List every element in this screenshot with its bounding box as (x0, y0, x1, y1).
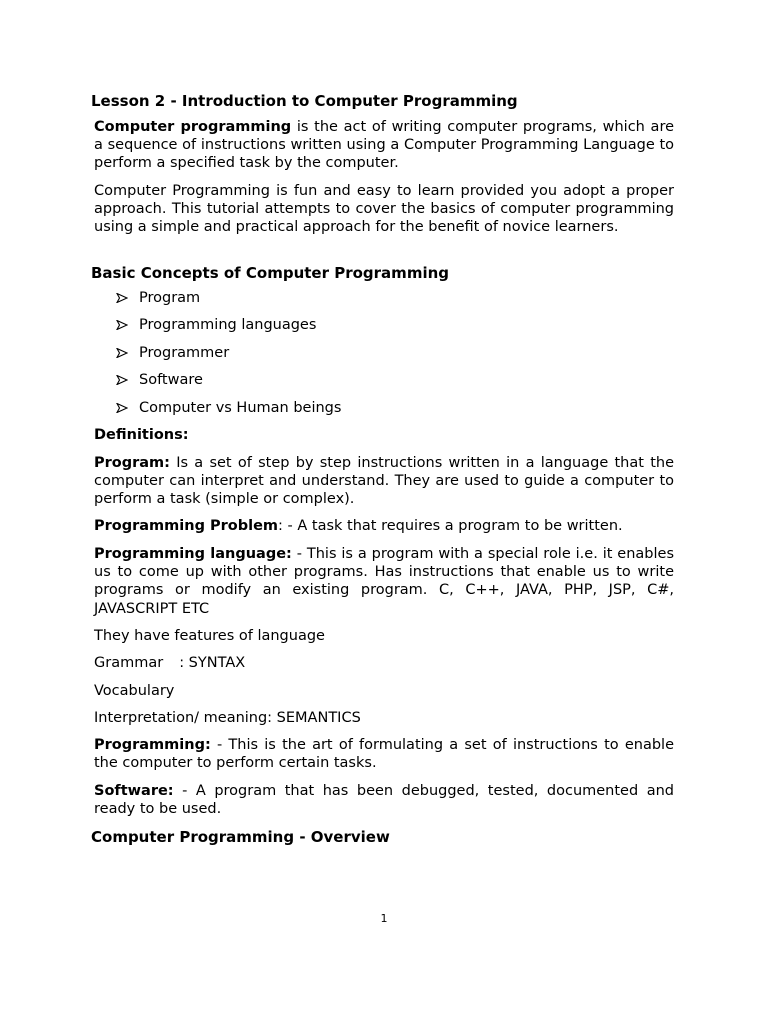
definition-term: Programming Problem (94, 518, 279, 534)
definition-programming-language (94, 545, 674, 618)
intro-term: Computer programming (94, 119, 292, 135)
definition-text: : - A task that requires a program to be written. (278, 518, 623, 534)
definition-term: Programming: (94, 737, 211, 753)
grammar-label: Grammar (94, 655, 164, 671)
page-number: 1 (380, 912, 388, 925)
definition-text: - A program that has been debugged, tested, documented and ready to be used. (94, 783, 674, 818)
overview-heading: Computer Programming - Overview (91, 828, 390, 846)
arrow-bullet-icon (116, 348, 128, 358)
arrow-bullet-icon (116, 293, 128, 303)
grammar-line (94, 654, 245, 672)
concept-item-label: Software (139, 372, 203, 388)
concept-item-label: Program (139, 290, 201, 306)
intro-text: is the act of writing computer programs, which are a sequence of instructions written using a Computer Programming Language to perform a specified task by the computer. (94, 119, 675, 172)
lesson-title: Lesson 2 - Introduction to Computer Programming (91, 92, 518, 110)
definition-program (94, 454, 674, 509)
definition-programming-problem (94, 517, 623, 535)
interpretation-line: Interpretation/ meaning: SEMANTICS (94, 710, 361, 726)
concepts-heading: Basic Concepts of Computer Programming (91, 264, 450, 282)
definition-programming (94, 736, 674, 772)
concept-item-label: Programming languages (139, 317, 317, 333)
arrow-bullet-icon (116, 320, 128, 330)
definition-term: Programming language: (94, 546, 292, 562)
definition-term: Software: (94, 783, 174, 799)
arrow-bullet-icon (116, 375, 128, 385)
intro-paragraph (94, 118, 674, 173)
concept-item-label: Computer vs Human beings (139, 400, 342, 416)
definition-text: - This is the art of formulating a set of instructions to enable the computer to perform certain tasks. (94, 737, 674, 772)
vocabulary-line: Vocabulary (94, 683, 175, 699)
definition-text: Is a set of step by step instructions written in a language that the computer can interpret and understand. They are used to guide a computer to perform a task (simple or complex). (94, 455, 674, 508)
arrow-bullet-icon (116, 403, 128, 413)
intro-paragraph-2: Computer Programming is fun and easy to learn provided you adopt a proper approach. This tutorial attempts to cover the basics of computer programming using a simple and practical approach for the benefit of novice learners. (94, 183, 674, 236)
definition-text: - This is a program with a special role i.e. it enables us to come up with other programs. Has instructions that enable us to write programs or modify an existing program. C, C++, JAVA, PHP, JSP, C#, JAVASCRIPT ETC (94, 546, 675, 617)
definitions-heading: Definitions: (94, 427, 189, 443)
definition-software (94, 782, 674, 818)
grammar-value: : SYNTAX (179, 655, 246, 671)
features-intro: They have features of language (94, 628, 325, 644)
concept-item-label: Programmer (139, 345, 230, 361)
definition-term: Program: (94, 455, 170, 471)
